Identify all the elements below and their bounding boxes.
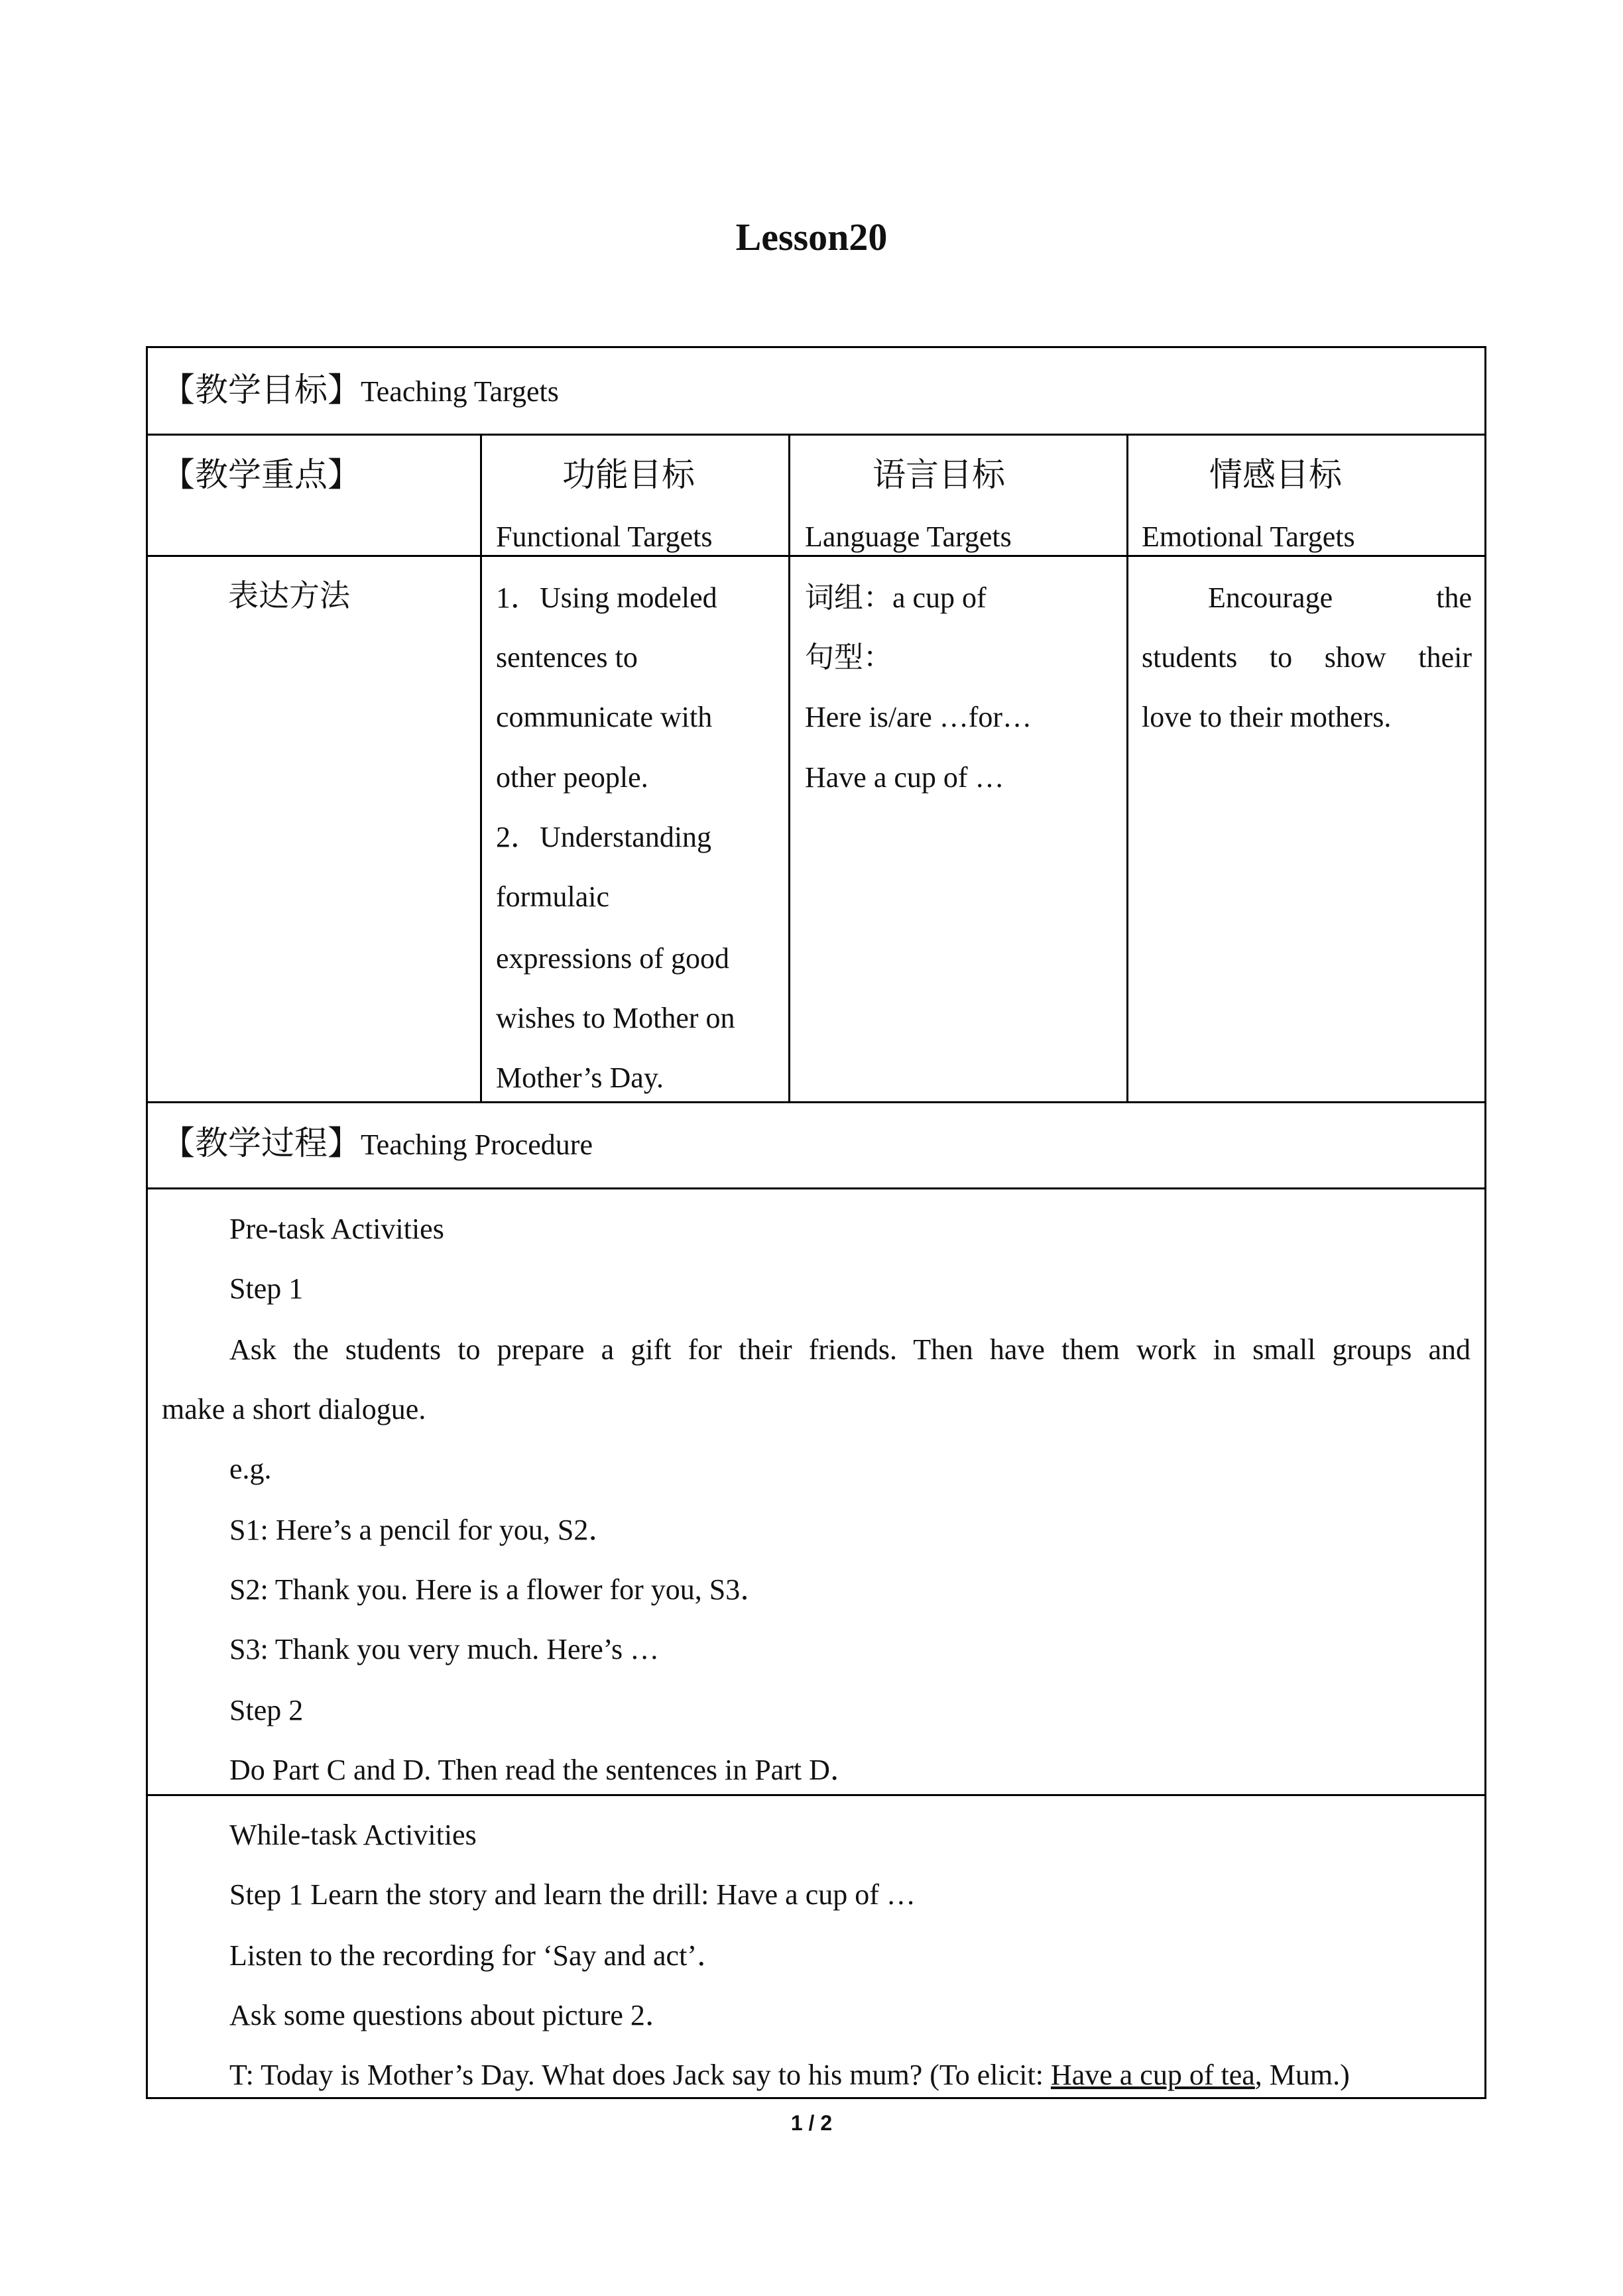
emotional-targets-cn: 情感目标 [1209, 455, 1342, 494]
dialogue-line: S3: Thank you very much. Here’s … [229, 1633, 660, 1665]
functional-line: wishes to Mother on [496, 1002, 735, 1034]
teaching-targets-cn: 【教学目标】 [162, 371, 361, 409]
t-line-text-end: , Mum.) [1254, 2059, 1350, 2091]
pre-task-instruction-line1: Ask the students to prepare a gift for their friends. Then have them work in small groups and [229, 1333, 1471, 1366]
row-divider [146, 1101, 1486, 1103]
while-task-heading: While-task Activities [229, 1819, 477, 1851]
pre-task-step2-text: Do Part C and D. Then read the sentences in Part D． [229, 1754, 859, 1786]
functional-line: communicate with [496, 701, 713, 733]
emotional-targets-en: Emotional Targets [1142, 520, 1355, 553]
row-divider [146, 434, 1486, 436]
key-points-label: 【教学重点】 [162, 455, 361, 494]
pre-task-instruction-line2: make a short dialogue. [162, 1393, 426, 1425]
row-divider [146, 1794, 1486, 1796]
while-task-t-line [229, 2055, 1350, 2095]
t-line-text: T: Today is Mother’s Day. What does Jack say to his mum? (To elicit: [229, 2059, 1051, 2091]
functional-line: Mother’s Day. [496, 1061, 664, 1094]
pre-task-step2: Step 2 [229, 1694, 304, 1726]
column-divider [1126, 434, 1128, 1103]
document-title: Lesson20 [735, 215, 888, 259]
language-line-text: 词组：a cup of [805, 581, 987, 614]
t-line-underlined-phrase: Have a cup of tea [1050, 2059, 1255, 2091]
dialogue-line: S1: Here’s a pencil for you, S2． [229, 1514, 618, 1546]
expression-method-label: 表达方法 [228, 577, 350, 613]
while-task-line: Listen to the recording for ‘Say and act’． [229, 1939, 726, 1972]
language-targets-en: Language Targets [805, 520, 1012, 553]
procedure-header [162, 1123, 593, 1165]
procedure-header-en: Teaching Procedure [361, 1128, 593, 1161]
functional-targets-en: Functional Targets [496, 520, 713, 553]
dialogue-line: S2: Thank you. Here is a flower for you, S3． [229, 1573, 770, 1606]
language-line [805, 578, 987, 618]
language-targets-cn: 语言目标 [872, 455, 1005, 494]
teaching-targets-header [162, 370, 559, 412]
emotional-line: Encourage the [1208, 581, 1472, 614]
procedure-header-cn: 【教学过程】 [162, 1124, 361, 1162]
functional-line: expressions of good [496, 942, 729, 975]
functional-line: other people. [496, 761, 648, 794]
pre-task-step1: Step 1 [229, 1272, 304, 1305]
language-line: 句型： [805, 641, 892, 674]
language-line: Have a cup of … [805, 761, 1004, 794]
column-divider [788, 434, 790, 1103]
functional-targets-cn: 功能目标 [562, 455, 695, 494]
pre-task-heading: Pre-task Activities [229, 1213, 444, 1245]
language-line: Here is/are …for… [805, 701, 1032, 733]
pre-task-eg: e.g. [229, 1453, 272, 1485]
teaching-targets-en: Teaching Targets [361, 375, 559, 408]
functional-line: 1．Using modeled [496, 581, 717, 614]
while-task-line: Step 1 Learn the story and learn the drill: Have a cup of … [229, 1878, 916, 1911]
emotional-line: love to their mothers. [1142, 701, 1392, 733]
row-divider [146, 1187, 1486, 1189]
emotional-line: students to show their [1142, 641, 1472, 674]
functional-line: formulaic [496, 880, 610, 913]
column-divider [480, 434, 482, 1103]
while-task-line: Ask some questions about picture 2． [229, 1999, 674, 2031]
functional-line: sentences to [496, 641, 638, 674]
functional-line: 2．Understanding [496, 821, 712, 853]
page-number: 1 / 2 [790, 2111, 833, 2135]
